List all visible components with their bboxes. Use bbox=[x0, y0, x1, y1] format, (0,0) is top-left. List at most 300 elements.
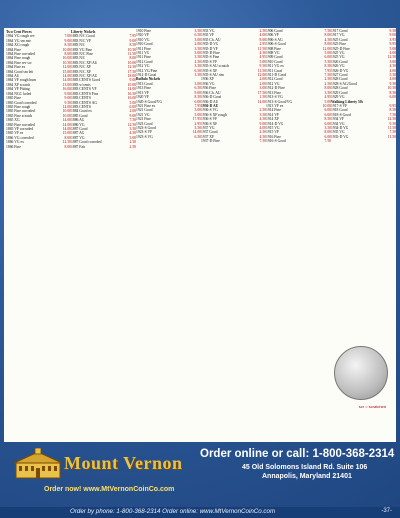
item-price: 12.50 bbox=[387, 55, 396, 60]
item-price: 10.50 bbox=[62, 60, 71, 65]
item-price: 5.00 bbox=[129, 135, 136, 140]
item-description: 1887 Fair bbox=[71, 144, 86, 149]
item-price: 14.00 bbox=[62, 118, 71, 123]
item-description: 1864 XF scratch bbox=[6, 82, 31, 87]
item-price: 7.50 bbox=[324, 73, 331, 78]
item-price: 5.00 bbox=[324, 51, 331, 56]
item-description: 1920-S Good/VG bbox=[136, 99, 163, 104]
item-price: 16.00 bbox=[127, 96, 136, 101]
coin-image bbox=[334, 346, 388, 400]
item-description: 1883 CENTS Good bbox=[71, 78, 101, 83]
price-column bbox=[71, 29, 136, 149]
item-description: 1934 VF bbox=[331, 117, 344, 122]
item-price: 3.50 bbox=[194, 55, 201, 60]
item-price: 9.00 bbox=[129, 78, 136, 83]
item-price: 12.50 bbox=[127, 122, 136, 127]
item-description: 1925-D Fine bbox=[331, 46, 350, 51]
item-description: 1918 Good bbox=[331, 108, 348, 113]
item-description: 1915 VG bbox=[266, 125, 280, 130]
item-description: 1884 Good ex bbox=[71, 109, 92, 114]
item-price: 3.50 bbox=[194, 125, 201, 130]
item-description: 1910 Good bbox=[266, 59, 283, 64]
item-description: 1935 VG bbox=[331, 130, 345, 135]
item-description: 1935-D VG bbox=[331, 134, 349, 139]
item-price: 12.00 bbox=[257, 73, 266, 78]
item-price: 2.50 bbox=[259, 108, 266, 113]
item-price: 4.00 bbox=[259, 125, 266, 130]
item-description: 1925 VG bbox=[331, 55, 345, 60]
item-description: 1911 VG ex bbox=[266, 64, 284, 69]
item-description: 1910 VF bbox=[136, 33, 149, 38]
item-description: 1921 VG bbox=[136, 112, 150, 117]
item-price: 4.95 bbox=[324, 95, 331, 100]
item-price: 6.50 bbox=[194, 86, 201, 91]
item-description: 1933 VG bbox=[201, 29, 215, 33]
item-price: 4.50 bbox=[129, 131, 136, 136]
item-price: 1.50 bbox=[259, 95, 266, 100]
item-price: 8.50 bbox=[389, 108, 396, 113]
item-price: 12.50 bbox=[127, 65, 136, 70]
item-description: 1910 Fine bbox=[136, 29, 151, 33]
price-row bbox=[71, 145, 136, 149]
item-description: 1916 Fine bbox=[266, 134, 281, 139]
item-price: 6.00 bbox=[324, 121, 331, 126]
item-description: 1916-S Good bbox=[266, 139, 286, 144]
item-price: 10.00 bbox=[62, 47, 71, 52]
item-price: 14.00 bbox=[62, 122, 71, 127]
item-description: 1936 Fine bbox=[201, 86, 216, 91]
item-price: 9.00 bbox=[64, 96, 71, 101]
item-description: 1865 Fine rough bbox=[6, 104, 31, 109]
item-price: 8.50 bbox=[194, 95, 201, 100]
item-description: 1883 w/cents bbox=[71, 82, 91, 87]
item-price: 6.00 bbox=[389, 95, 396, 100]
item-price: 2.00 bbox=[259, 77, 266, 82]
item-price: 3.95 bbox=[389, 37, 396, 42]
item-description: 1934 VG bbox=[331, 121, 345, 126]
item-description: 1935-S AU rim bbox=[201, 73, 224, 78]
item-description: 1936-S VF bbox=[201, 117, 218, 122]
item-description: 1936-D AU bbox=[201, 99, 219, 104]
price-row bbox=[201, 139, 266, 143]
item-price: 16.00 bbox=[62, 87, 71, 92]
item-price: 8.50 bbox=[129, 43, 136, 48]
item-description: 1913-S Good/VG bbox=[266, 99, 293, 104]
item-price: 10.50 bbox=[127, 47, 136, 52]
item-description: 1911 VG bbox=[136, 51, 150, 56]
price-column bbox=[266, 29, 331, 144]
item-price: 18.00 bbox=[127, 74, 136, 79]
item-description: 1927 Good bbox=[331, 73, 348, 78]
item-price: 7.50 bbox=[389, 112, 396, 117]
item-description: 1865 Fine corroded bbox=[6, 122, 35, 127]
item-price: 7.95 bbox=[194, 103, 201, 108]
item-description: 1921 Fine bbox=[136, 117, 151, 122]
item-price: 8.00 bbox=[324, 42, 331, 47]
item-description: 1921 Fine ex bbox=[136, 103, 156, 108]
item-price: 4.50 bbox=[259, 51, 266, 56]
item-price: 9.00 bbox=[129, 38, 136, 43]
item-price: 3.50 bbox=[194, 29, 201, 33]
item-price: 2.00 bbox=[129, 109, 136, 114]
item-description: 1864 XG rough bbox=[6, 43, 30, 48]
item-price: 9.95 bbox=[389, 103, 396, 108]
item-description: 1928-S AG/Good bbox=[331, 81, 357, 86]
item-price: 4.50 bbox=[259, 134, 266, 139]
item-description: 1935-D Fine bbox=[201, 51, 220, 56]
item-description: 1909 Good bbox=[266, 55, 283, 60]
item-price: 10.00 bbox=[322, 103, 331, 108]
item-description: 1864 Fine bbox=[6, 47, 21, 52]
item-price: 8.00 bbox=[129, 56, 136, 61]
item-description: 1865 XG bbox=[6, 118, 20, 123]
item-description: 1866 VG ex bbox=[6, 140, 24, 145]
item-description: 1883 N/C Fine bbox=[71, 52, 93, 57]
section-heading: Liberty Nickels bbox=[71, 30, 96, 34]
item-price: 11.50 bbox=[127, 52, 136, 57]
item-price: 3.50 bbox=[194, 64, 201, 69]
item-description: 1914-D VG bbox=[266, 121, 284, 126]
item-price: 7.00 bbox=[64, 34, 71, 39]
item-price: 14.00 bbox=[62, 126, 71, 131]
item-description: 1923-S VG bbox=[136, 134, 153, 139]
item-price: 5.00 bbox=[129, 100, 136, 105]
item-description: 1923 Good bbox=[136, 121, 153, 126]
item-description: 1937 VG bbox=[201, 125, 215, 130]
item-description: 1912-D Good bbox=[136, 73, 157, 78]
price-listing bbox=[4, 28, 396, 442]
item-description: 1917 Good bbox=[331, 29, 348, 33]
item-description: 1936-S VG bbox=[201, 108, 218, 113]
item-description: 1864 Fine ex bbox=[6, 65, 26, 70]
item-description: 1883 CENTS VF bbox=[71, 87, 97, 92]
section-heading: Two Cent Pieces bbox=[6, 30, 32, 34]
price-column bbox=[201, 29, 266, 144]
item-description: 1914 VF bbox=[266, 112, 279, 117]
item-description: 1912 VG/Fine bbox=[136, 68, 158, 73]
item-description: 1913-S VG bbox=[266, 95, 283, 100]
item-description: 1866 VG corroded bbox=[6, 135, 34, 140]
item-description: 1920 VF bbox=[136, 95, 149, 100]
item-price: 2.00 bbox=[194, 42, 201, 47]
item-description: 1865 Fine corroded bbox=[6, 109, 35, 114]
item-description: 1912-D Fine bbox=[266, 86, 285, 91]
item-description: 1865 Good corroded bbox=[6, 100, 37, 105]
item-price: 8.00 bbox=[324, 86, 331, 91]
item-price: 7.50 bbox=[324, 29, 331, 33]
item-description: 1912 Good bbox=[136, 59, 153, 64]
item-description: 1885 Good bbox=[71, 113, 88, 118]
item-description: 1912 Good bbox=[266, 77, 283, 82]
item-price: 14.00 bbox=[257, 99, 266, 104]
item-price: 12.00 bbox=[62, 65, 71, 70]
item-price: 3.00 bbox=[389, 59, 396, 64]
item-price: 3.00 bbox=[194, 37, 201, 42]
item-description: 1865 Fine bbox=[6, 96, 21, 101]
item-price: 11.50 bbox=[257, 46, 266, 51]
item-price: 3.50 bbox=[324, 90, 331, 95]
item-price: 7.50 bbox=[324, 139, 331, 144]
item-description: 1912 VG bbox=[266, 81, 280, 86]
item-price: 7.50 bbox=[129, 118, 136, 123]
item-price: 3.50 bbox=[194, 46, 201, 51]
item-price: 6.50 bbox=[194, 134, 201, 139]
item-description: 1929 VG bbox=[331, 95, 345, 100]
bottom-order-line: Order by phone: 1-800-368-2314 Order online: www.MtVernonCoinCo.com bbox=[70, 508, 276, 515]
item-price: 7.95 bbox=[324, 68, 331, 73]
item-price: 10.00 bbox=[127, 60, 136, 65]
item-description: 1887 AG bbox=[71, 131, 85, 136]
item-price: 17.95 bbox=[192, 117, 201, 122]
item-price: 7.50 bbox=[259, 139, 266, 144]
item-price: 4.50 bbox=[324, 37, 331, 42]
item-description: 1926 Good bbox=[331, 59, 348, 64]
item-description: 1864 VF Pitting bbox=[6, 87, 30, 92]
price-column bbox=[331, 29, 396, 139]
item-price: 8.50 bbox=[389, 90, 396, 95]
item-description: 1921 Good bbox=[136, 108, 153, 113]
item-description: 1865 Fine scratch bbox=[6, 113, 33, 118]
item-description: 1928 Good bbox=[331, 77, 348, 82]
item-description: 1887 VG bbox=[71, 135, 85, 140]
item-description: 1937 XF bbox=[201, 134, 215, 139]
price-row bbox=[6, 145, 71, 149]
price-column bbox=[6, 29, 71, 149]
item-description: 1866 Fine bbox=[6, 144, 21, 149]
item-price: 5.00 bbox=[324, 99, 331, 104]
item-price: 12.00 bbox=[62, 104, 71, 109]
item-price: 2.50 bbox=[324, 81, 331, 86]
item-description: 1936-S XF bbox=[201, 121, 218, 126]
item-price: 9.00 bbox=[389, 33, 396, 38]
item-price: 2.50 bbox=[129, 144, 136, 149]
item-description: 1864 VG rough rev bbox=[6, 34, 35, 39]
item-price: 4.50 bbox=[389, 64, 396, 69]
item-description: 1906 VF bbox=[266, 33, 279, 38]
item-price: 6.00 bbox=[324, 108, 331, 113]
item-price: 11.50 bbox=[387, 134, 396, 139]
item-description: 1929 Good bbox=[331, 90, 348, 95]
item-description: 1911 Fine bbox=[136, 55, 151, 60]
item-price: 10.00 bbox=[62, 113, 71, 118]
item-price: 12.50 bbox=[387, 117, 396, 122]
item-description: 1918-S Good bbox=[331, 112, 351, 117]
item-description: 1908 VG bbox=[266, 51, 280, 56]
item-description: 1883 N/C VF bbox=[71, 38, 92, 43]
item-description: 1887 Good corroded bbox=[71, 140, 102, 145]
item-price: 3.50 bbox=[194, 73, 201, 78]
item-price: 6.00 bbox=[324, 134, 331, 139]
item-description: 1886 AG bbox=[71, 118, 85, 123]
item-price: 8.00 bbox=[259, 37, 266, 42]
item-description: Buffalo Nickels bbox=[136, 77, 161, 82]
item-price: 2.00 bbox=[259, 81, 266, 86]
item-price: 9.50 bbox=[389, 29, 396, 33]
item-price: 15.00 bbox=[62, 69, 71, 74]
item-description: 1913 VF bbox=[136, 90, 149, 95]
item-price: 9.00 bbox=[129, 113, 136, 118]
item-price: 13.00 bbox=[62, 82, 71, 87]
item-price: 3.00 bbox=[259, 86, 266, 91]
item-price: 8.50 bbox=[64, 43, 71, 48]
item-price: 17.50 bbox=[127, 69, 136, 74]
item-price: 9.50 bbox=[389, 81, 396, 86]
item-description: 1936-S XF rough bbox=[201, 112, 227, 117]
item-description: 1936 XF bbox=[201, 77, 215, 82]
item-price: 10.00 bbox=[62, 109, 71, 114]
item-description: 1923-S Good bbox=[136, 125, 156, 130]
item-description: 1936-D Good bbox=[201, 95, 222, 100]
item-description: 1928 Good bbox=[331, 86, 348, 91]
item-price: 8.00 bbox=[324, 130, 331, 135]
item-description: 1883 N/C bbox=[71, 43, 86, 48]
item-description: 1913 VF ex bbox=[266, 103, 284, 108]
item-price: 4.95 bbox=[259, 55, 266, 60]
item-price: 6.50 bbox=[194, 68, 201, 73]
item-description: 1935-D VF bbox=[201, 46, 218, 51]
item-price: 8.00 bbox=[324, 33, 331, 38]
item-description: 1913 Good bbox=[136, 81, 153, 86]
item-price: 5.00 bbox=[194, 112, 201, 117]
item-description: 1935-S XF bbox=[201, 68, 218, 73]
item-description: 1914 XF bbox=[266, 117, 280, 122]
item-description: 1906-S Good bbox=[266, 42, 286, 47]
item-price: 12.00 bbox=[322, 46, 331, 51]
item-description: 1887 Good bbox=[71, 126, 88, 131]
item-price: 3.50 bbox=[324, 125, 331, 130]
item-price: 5.00 bbox=[259, 59, 266, 64]
item-description: 1883 CENTS bbox=[71, 96, 91, 101]
item-description: 1910 Good bbox=[136, 42, 153, 47]
item-description: 1917 VG bbox=[331, 33, 345, 38]
item-price: 10.00 bbox=[62, 56, 71, 61]
item-description: 1936-D AU bbox=[201, 103, 219, 108]
item-price: 2.50 bbox=[259, 29, 266, 33]
item-description: 1914 Fine bbox=[266, 108, 281, 113]
item-price: 2.95 bbox=[194, 121, 201, 126]
item-price: 7.95 bbox=[129, 34, 136, 39]
item-description: 1926-D VG bbox=[331, 68, 349, 73]
item-price: 5.00 bbox=[389, 46, 396, 51]
item-price: 3.50 bbox=[259, 112, 266, 117]
item-description: 1935-D VG bbox=[201, 42, 219, 47]
item-price: 11.50 bbox=[387, 125, 396, 130]
item-description: 1925 VG bbox=[331, 51, 345, 56]
item-price: 8.50 bbox=[324, 117, 331, 122]
item-price: 8.50 bbox=[324, 64, 331, 69]
item-price: 14.00 bbox=[62, 74, 71, 79]
item-price: 4.00 bbox=[389, 68, 396, 73]
address-line-2: Annapolis, Maryland 21401 bbox=[262, 473, 352, 480]
item-description: 1911 Good bbox=[266, 68, 283, 73]
item-price: 3.50 bbox=[129, 126, 136, 131]
item-description: 1883 N/C bbox=[71, 56, 86, 61]
item-price: 15.00 bbox=[62, 131, 71, 136]
item-description: 1912 VG bbox=[136, 64, 150, 69]
item-price: 14.00 bbox=[192, 130, 201, 135]
item-description: 1935 VF bbox=[201, 33, 214, 38]
footer-banner bbox=[4, 446, 396, 504]
item-price: 14.00 bbox=[62, 78, 71, 83]
item-description: 1913 Fine bbox=[136, 86, 151, 91]
item-description: 1926 VG bbox=[331, 64, 345, 69]
item-description: 1925 Fine bbox=[331, 42, 346, 47]
item-description: 1934-D VG bbox=[331, 125, 349, 130]
order-now-link[interactable]: Order now! www.MtVernonCoinCo.com bbox=[44, 486, 175, 493]
item-description: 1911-D Good bbox=[266, 73, 287, 78]
item-description: 1906 Good bbox=[266, 29, 283, 33]
item-description: 1906-S AG bbox=[266, 37, 283, 42]
mount-vernon-house-icon bbox=[10, 448, 66, 484]
bottom-strip bbox=[0, 507, 400, 518]
item-description: 1935-S VF bbox=[201, 59, 218, 64]
item-price: 9.00 bbox=[194, 90, 201, 95]
item-price: 3.00 bbox=[194, 108, 201, 113]
item-price: 9.50 bbox=[389, 121, 396, 126]
item-description: 1865 VF corroded bbox=[6, 126, 33, 131]
item-price: 9.00 bbox=[64, 38, 71, 43]
item-price: 6.00 bbox=[194, 99, 201, 104]
item-price: 5.50 bbox=[389, 73, 396, 78]
item-price: 9.50 bbox=[64, 100, 71, 105]
item-price: 5.50 bbox=[324, 59, 331, 64]
item-description: 1913 Fine bbox=[266, 90, 281, 95]
item-price: 6.00 bbox=[129, 104, 136, 109]
item-description: 1883 CENTS bbox=[71, 104, 91, 109]
item-description: 1923-S VF bbox=[136, 130, 153, 135]
item-price: 16.50 bbox=[127, 91, 136, 96]
price-row bbox=[266, 139, 331, 143]
item-price: 2.50 bbox=[324, 77, 331, 82]
item-description: 1883 N/C XF/AU bbox=[71, 74, 98, 79]
item-description: 1864 Fine rev scr bbox=[6, 60, 32, 65]
item-description: Walking Liberty 50c bbox=[331, 99, 364, 104]
item-description: 1937-D Fine bbox=[201, 139, 220, 144]
item-description: 1864 NGC holed bbox=[6, 91, 32, 96]
item-price: 9.00 bbox=[259, 121, 266, 126]
item-description: 1936 VG bbox=[201, 81, 215, 86]
item-description: 1883 N/C Good bbox=[71, 34, 95, 39]
item-price: 11.50 bbox=[257, 68, 266, 73]
price-row bbox=[331, 135, 396, 139]
item-price: 17.50 bbox=[257, 90, 266, 95]
item-description: 1935 Ch. AU bbox=[201, 37, 221, 42]
item-price: 14.00 bbox=[127, 87, 136, 92]
item-description: 1908 Fine bbox=[266, 46, 281, 51]
item-price: 2.50 bbox=[194, 59, 201, 64]
item-price: 10.50 bbox=[387, 86, 396, 91]
item-description: 1883 VG Fine bbox=[71, 47, 93, 52]
item-description: 1937 Good bbox=[201, 130, 218, 135]
item-price: 2.50 bbox=[259, 130, 266, 135]
page-number: -37- bbox=[381, 508, 392, 514]
item-description: 1917-S VF bbox=[331, 103, 348, 108]
item-price: 12.50 bbox=[62, 140, 71, 145]
item-price: 7.50 bbox=[389, 130, 396, 135]
item-description: 1935-S AU scratch bbox=[201, 64, 230, 69]
item-description: 1864 AU bbox=[6, 74, 20, 79]
item-description: 1865 VF ex bbox=[6, 131, 24, 136]
item-price: 6.00 bbox=[324, 55, 331, 60]
item-price: 3.00 bbox=[194, 51, 201, 56]
item-price: 9.00 bbox=[64, 91, 71, 96]
item-description: 1883 N/C XF/AU bbox=[71, 60, 98, 65]
item-price: 8.00 bbox=[64, 135, 71, 140]
price-row bbox=[136, 135, 201, 139]
item-price: 9.95 bbox=[389, 42, 396, 47]
item-price: 2.95 bbox=[259, 42, 266, 47]
item-description: 1936 Ch. AU bbox=[201, 90, 221, 95]
